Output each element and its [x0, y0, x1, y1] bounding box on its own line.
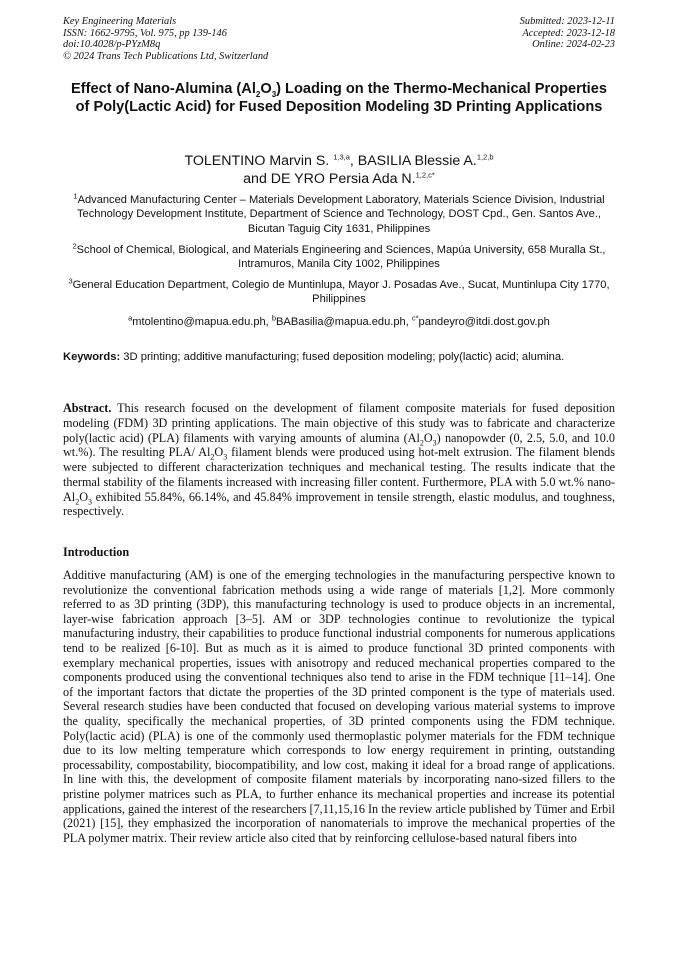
email-c: pandeyro@itdi.dost.gov.ph — [418, 316, 550, 328]
email-a: mtolentino@mapua.edu.ph, — [132, 316, 272, 328]
journal-name: Key Engineering Materials — [63, 16, 177, 27]
affiliation-2: $^2$School of Chemical, Biological, and Materials Engineering and Sciences, Mapúa University, 658 Muralla St., Intramuros, Manila City 1002, Philippines — [72, 241, 606, 271]
introduction-body: Additive manufacturing (AM) is one of the emerging technologies in the manufacturing perspective known to revolutionize the conventional fabrication methods using a wide range of materials [1,2]. More commonly referred to as 3D printing (3DP), this manufacturing technology is used to produce objects in an incremental, layer-wise fabrication approach [3–5]. AM or 3DP technologies continue to revolutionize the typical manufacturing industry, their capabilities to produce functional industrial components for numerous applications tend to be realized [6-10]. But as much as it is aimed to produce functional 3D printed components with exemplary mechanical properties, issues with anisotropy and reduced mechanical properties compared to the components produced using the conventional techniques also tend to arise in the FDM technique [11–14]. One of the important factors that dictate the properties of the 3D printed component is the type of materials used. Several research studies have been conducted that focused on developing various material systems to improve the quality, specifically the mechanical properties, of 3D printed components using the FDM technique. Poly(lactic acid) (PLA) is one of the commonly used thermoplastic polymer materials for the FDM technique due to its low melting temperature which corresponds to low energy requirement in printing, outstanding processability, compostability, biocompatibility, and low cost, making it ideal for a broad range of applications. In line with this, the development of composite filament materials by incorporating nano-sized fillers to the pristine polymer matrices such as PLA, to further enhance its mechanical properties and increase its potential applications, gained the interest of the researchers [7,11,15,16 In the review article published by Tümer and Erbil (2021) [15], they emphasized the incorporation of nanomaterials to improve the mechanical properties of the PLA polymer matrix. Their review article also cited that by reinforcing cellulose-based natural fibers into — [63, 568, 615, 845]
abstract: Abstract. This research focused on the development of filament composite materials for fused deposition modeling (FDM) 3D printing applications. The main objective of this study was to fabricate and characterize poly(lactic acid) (PLA) filaments with varying amounts of alumina $(Al_2O_3)$ nanopowder (0, 2.5, 5.0, and 10.0 wt.%). The resulting PLA/ $Al_2O_3$ filament blends were produced using hot-melt extrusion. The filament blends were subjected to different characterization techniques and mechanical testing. The results indicate that the thermal stability of the filaments increased with increasing filler content. Furthermore, PLA with 5.0 wt.% nano-$Al_2O_3$ exhibited 55.84%, 66.14%, and 45.84% improvement in tensile strength, elastic modulus, and toughness, respectively. — [63, 401, 616, 519]
affiliation-3: $^3$General Education Department, Colegio de Muntinlupa, Mayor J. Posadas Ave., Sucat, Muntinlupa City 1770, Philippines — [68, 276, 610, 306]
author-1: TOLENTINO Marvin S. — [184, 153, 334, 169]
keywords-label: Keywords: — [63, 351, 121, 363]
online-date: Online: 2024-02-23 — [532, 39, 615, 50]
author-2: , BASILIA Blessie A. — [349, 153, 477, 169]
accepted-date: Accepted: 2023-12-18 — [522, 27, 615, 39]
journal-header-left — [63, 16, 268, 62]
journal-header-right — [520, 16, 615, 51]
copyright: © 2024 Trans Tech Publications Ltd, Switzerland — [63, 50, 269, 62]
paper-title: Effect of Nano-Alumina $(Al_2O_3)$ Loading on the Thermo-Mechanical Properties of Poly(Lactic Acid) for Fused Deposition Modeling 3D Printing Applications — [71, 81, 607, 115]
affiliation-1: $^1$Advanced Manufacturing Center – Materials Development Laboratory, Materials Science Division, Industrial Technology Development Institute, Department of Science and Technology, DOST Cpd., Gen. Santos Ave., Bicutan Taguig City 1631, Philippines — [73, 191, 605, 235]
author-list: TOLENTINO Marvin S. $^{1,3,a}$, BASILIA Blessie A.$^{1,2,b}$ and DE YRO Persia Ada N.$^{1,2,c*}$ — [184, 152, 494, 187]
abstract-label: Abstract. — [63, 401, 112, 415]
keywords: Keywords: 3D printing; additive manufacturing; fused deposition modeling; poly(lactic) acid; alumina. — [63, 351, 565, 363]
section-heading-introduction: Introduction — [63, 545, 130, 559]
submitted-date: Submitted: 2023-12-11 — [519, 16, 615, 27]
author-emails: $^a$mtolentino@mapua.edu.ph, $^b$BABasilia@mapua.edu.ph, $^{c*}$pandeyro@itdi.dost.gov.ph — [128, 313, 550, 328]
email-b: BABasilia@mapua.edu.ph, — [276, 316, 412, 328]
doi: doi:10.4028/p-PYzM8q — [63, 39, 161, 50]
issn: ISSN: 1662-9795, Vol. 975, pp 139-146 — [63, 27, 227, 39]
author-3: and DE YRO Persia Ada N. — [243, 171, 416, 187]
